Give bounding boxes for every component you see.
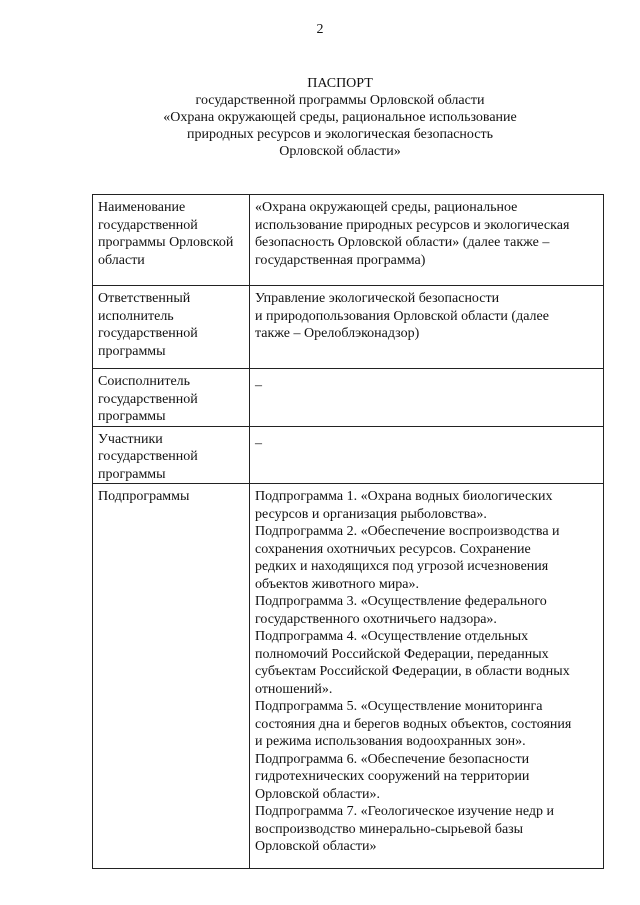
table-row-co-executor	[93, 369, 604, 427]
table-row-subprograms	[93, 484, 604, 869]
row-label-cell	[93, 426, 250, 484]
row-label-line: государственной	[98, 326, 198, 341]
document-title	[100, 75, 580, 160]
row-value-line: «Охрана окружающей среды, рациональное	[255, 200, 518, 215]
row-value-line: и природопользования Орловской области (далее	[255, 308, 549, 324]
subprogram-line: субъектам Российской Федерации, в области водных	[255, 664, 570, 679]
subprogram-line: ресурсов и организация рыболовства».	[255, 506, 487, 522]
row-label-cell	[93, 369, 250, 427]
row-label-line: исполнитель	[98, 308, 174, 324]
row-label-line: государственной	[98, 449, 198, 464]
title-line: природных ресурсов и экологическая безопасность	[187, 127, 493, 142]
subprogram-line: Орловской области»	[255, 839, 377, 854]
title-heading: ПАСПОРТ	[307, 76, 373, 91]
title-line: Орловской области»	[279, 144, 401, 159]
title-line: государственной программы Орловской области	[195, 93, 485, 108]
subprogram-line: гидротехнических сооружений на территории	[255, 769, 530, 784]
table-row-program-name	[93, 195, 604, 286]
row-label-line: программы	[98, 343, 166, 359]
subprogram-line: Орловской области».	[255, 786, 381, 802]
row-label-line: Наименование	[98, 200, 186, 215]
row-value-line: также – Орелоблэконадзор)	[255, 326, 420, 341]
row-label-line: программы	[98, 466, 166, 482]
table-row-participants	[93, 426, 604, 484]
subprogram-line: полномочий Российской Федерации, переданных	[255, 646, 549, 662]
row-label-line: государственной	[98, 217, 198, 233]
subprogram-line: Подпрограмма 6. «Обеспечение безопасности	[255, 751, 530, 767]
row-value-cell	[250, 195, 604, 286]
subprogram-line: редких и находящихся под угрозой исчезновения	[255, 559, 549, 574]
row-value-cell	[250, 426, 604, 484]
subprogram-line: объектов животного мира».	[255, 576, 419, 592]
subprogram-line: Подпрограмма 2. «Обеспечение воспроизводства и	[255, 524, 560, 539]
row-label-line: области	[98, 252, 145, 268]
table-row-responsible-executor	[93, 286, 604, 369]
row-value-line: безопасность Орловской области» (далее также –	[255, 235, 550, 250]
subprogram-line: Подпрограмма 1. «Охрана водных биологических	[255, 489, 553, 504]
subprogram-line: Подпрограмма 3. «Осуществление федерального	[255, 594, 547, 609]
subprogram-line: сохранения охотничьих ресурсов. Сохранение	[255, 541, 531, 557]
row-value-dash: –	[255, 378, 262, 393]
row-label-line: Подпрограммы	[98, 489, 190, 504]
row-label-cell	[93, 195, 250, 286]
subprogram-line: Подпрограмма 4. «Осуществление отдельных	[255, 629, 529, 644]
row-value-cell	[250, 369, 604, 427]
page-number: 2	[316, 22, 324, 37]
row-label-line: программы	[98, 409, 166, 424]
row-value-line: государственная программа)	[255, 252, 426, 268]
row-label-line: Ответственный	[98, 291, 191, 306]
subprogram-line: воспроизводство минерально-сырьевой базы	[255, 821, 524, 837]
row-value-line: использование природных ресурсов и экологическая	[255, 217, 570, 233]
row-value-cell	[250, 286, 604, 369]
row-label-line: Участники	[98, 431, 163, 447]
row-value-line: Управление экологической безопасности	[255, 291, 500, 306]
row-label-line: программы Орловской	[98, 235, 234, 250]
subprogram-line: отношений».	[255, 681, 333, 697]
passport-table	[92, 194, 604, 869]
row-label-line: государственной	[98, 391, 198, 407]
row-value-cell	[250, 484, 604, 869]
subprogram-line: и режима использования водоохранных зон».	[255, 734, 526, 749]
subprogram-line: государственного охотничьего надзора».	[255, 611, 497, 627]
subprogram-line: Подпрограмма 5. «Осуществление мониторинга	[255, 699, 543, 714]
row-label-line: Соисполнитель	[98, 374, 191, 389]
row-label-cell	[93, 286, 250, 369]
subprogram-line: Подпрограмма 7. «Геологическое изучение недр и	[255, 804, 555, 819]
subprogram-line: состояния дна и берегов водных объектов, состояния	[255, 716, 572, 732]
title-line: «Охрана окружающей среды, рациональное использование	[163, 110, 517, 125]
row-value-dash: –	[255, 435, 262, 451]
row-label-cell	[93, 484, 250, 869]
